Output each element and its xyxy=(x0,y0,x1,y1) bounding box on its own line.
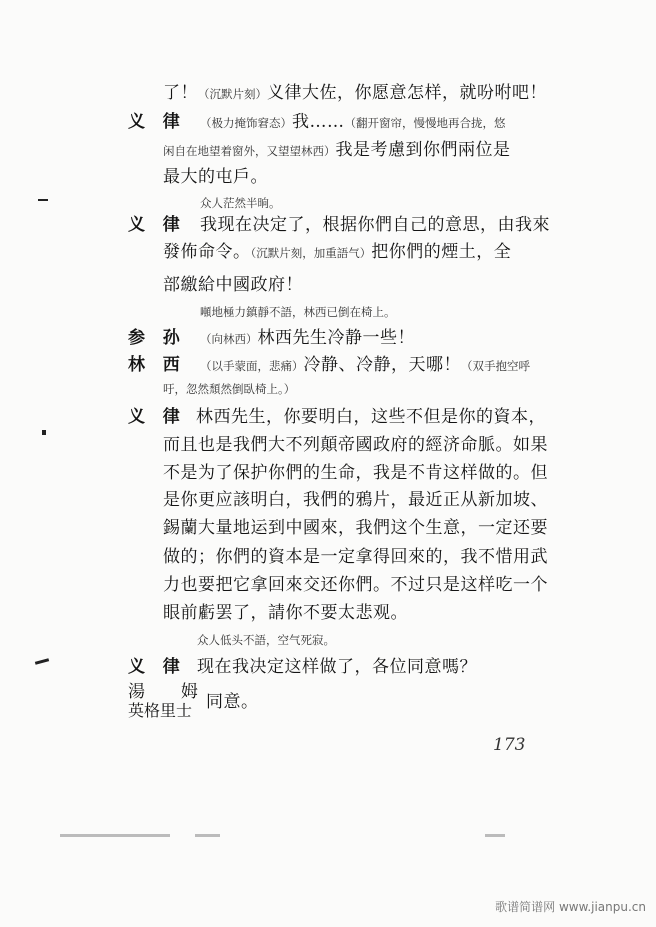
speaker-name: 参 孙 xyxy=(128,328,180,348)
speaker-name: 湯 姆 xyxy=(128,682,198,702)
stage-direction: 众人低头不語，空气死寂。 xyxy=(197,633,335,647)
text-line: 發佈命令。（沉默片刻，加重語气）把你們的煙土，全 xyxy=(163,242,512,262)
text-line: 不是为了保护你們的生命，我是不肯这样做的。但 xyxy=(163,463,548,483)
text-line: 现在我决定这样做了，各位同意嗎？ xyxy=(197,657,477,677)
stage-direction: 噸地極力鎮靜不語，林西已倒在椅上。 xyxy=(200,305,396,319)
text-line: 我现在决定了，根据你們自己的意思，由我來 xyxy=(200,215,550,235)
scan-mark xyxy=(35,658,49,665)
speaker-name: 义 律 xyxy=(128,215,180,235)
scan-mark xyxy=(42,430,46,435)
text-line: 而且也是我們大不列顛帝國政府的經济命脈。如果 xyxy=(163,435,548,455)
scan-mark xyxy=(38,199,48,201)
watermark: 歌谱简谱网 www.jianpu.cn xyxy=(495,900,646,914)
text-line: 是你更应該明白，我們的鴉片，最近正从新加坡、 xyxy=(163,490,548,510)
speaker-name: 英格里士 xyxy=(128,701,193,720)
scan-mark xyxy=(485,834,505,837)
speaker-name: 义 律 xyxy=(128,657,180,677)
speaker-name: 义 律 xyxy=(128,407,180,427)
speaker-name: 义 律 xyxy=(128,112,180,132)
stage-direction: 众人茫然半晌。 xyxy=(200,196,281,210)
text-line: （极力掩饰窘态）我……（翻开窗帘，慢慢地再合拢，悠 xyxy=(200,112,506,132)
text-line: 眼前虧罢了，請你不要太悲观。 xyxy=(163,603,408,623)
scan-mark xyxy=(60,834,170,837)
page-number: 173 xyxy=(493,735,526,755)
text-line: 最大的屯戶。 xyxy=(163,167,268,187)
text-line: 林西先生，你要明白，这些不但是你的資本， xyxy=(196,407,546,427)
text-line: 部繳給中國政府！ xyxy=(163,275,303,295)
speaker-name: 林 西 xyxy=(128,355,180,375)
text-line: 闲自在地望着窗外，又望望林西）我是考慮到你們兩位是 xyxy=(163,140,511,160)
text-line: 做的；你們的資本是一定拿得回來的，我不惜用武 xyxy=(163,547,548,567)
text-line: 同意。 xyxy=(206,692,259,712)
text-line: （向林西）林西先生冷静一些！ xyxy=(200,328,415,348)
text-line: 錫蘭大量地运到中國來，我們这个生意，一定还要 xyxy=(163,518,548,538)
text-line: 了！（沉默片刻）义律大佐，你愿意怎样，就吩咐吧！ xyxy=(163,83,547,103)
text-line: （以手蒙面，悲痛）冷静、冷静，天哪！（双手抱空呼 xyxy=(200,355,530,375)
stage-direction: 吁，忽然頹然倒臥椅上。） xyxy=(163,382,296,396)
scan-mark xyxy=(195,834,220,837)
text-line: 力也要把它拿回來交还你們。不过只是这样吃一个 xyxy=(163,575,548,595)
